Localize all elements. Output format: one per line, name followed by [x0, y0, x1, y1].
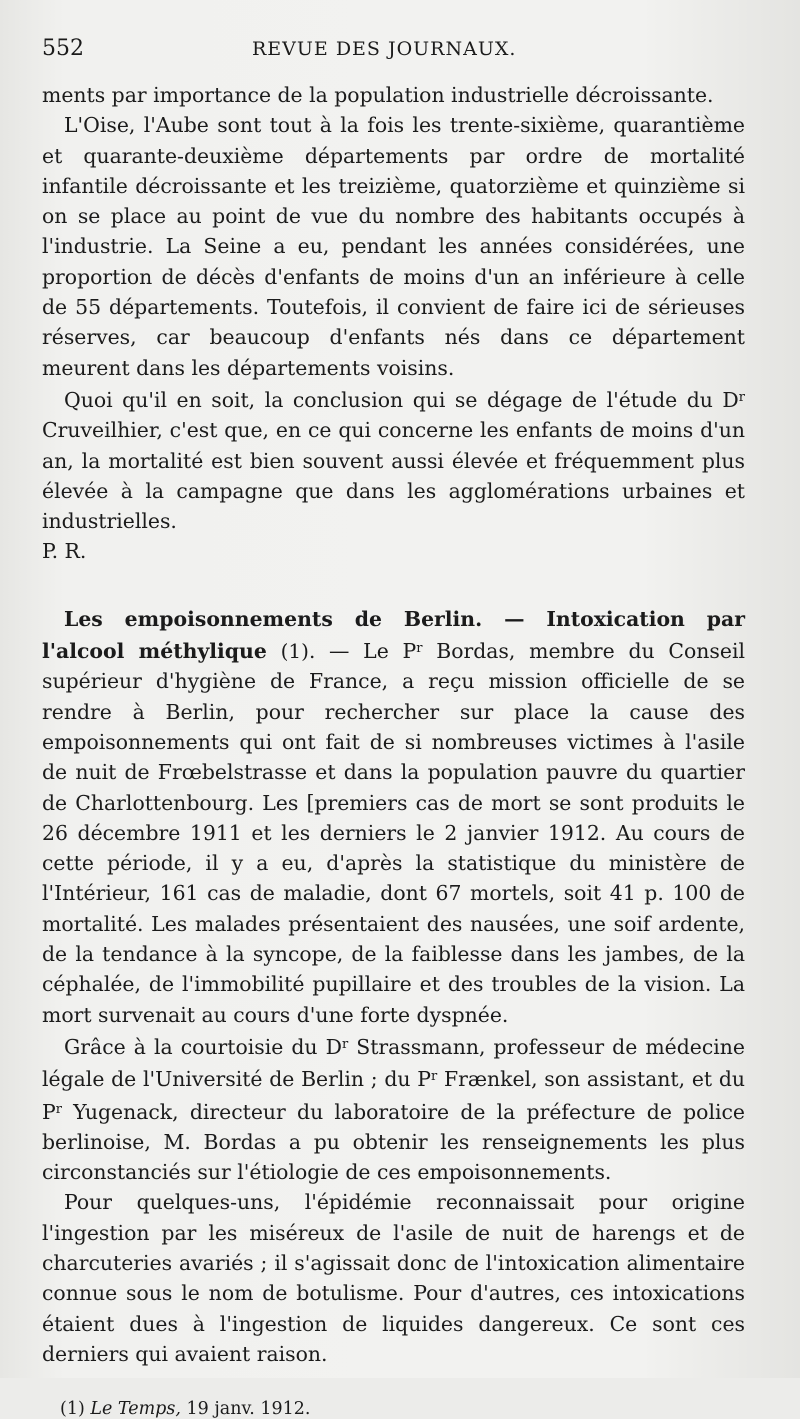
paragraph-continuation: ments par importance de la population industrielle décroissante. [42, 83, 714, 107]
superscript-r: r [416, 641, 423, 657]
footnote [42, 1399, 745, 1419]
footnote-source: Le Temps, [90, 1399, 181, 1419]
superscript-r: r [431, 1069, 438, 1085]
conclusion-lead: Quoi qu'il en soit, la conclusion qui se dégage de l'étude du D [64, 387, 739, 412]
footnote-date: 19 janv. 1912. [180, 1399, 311, 1419]
footnote-marker: (1) [60, 1399, 85, 1419]
page-number: 552 [42, 36, 84, 61]
paragraph-courtesy [42, 1030, 745, 1187]
courtesy-d: Yugenack, directeur du laboratoire de la préfecture de police berlinoise, M. Bordas a pu obtenir les renseignements les plus circonstanciés sur l'étiologie de ces empoisonnements. [42, 1099, 745, 1185]
paragraph-oise-aube: L'Oise, l'Aube sont tout à la fois les trente-sixième, quarantième et quarante-deuxième départements par ordre de mortalité infantile décroissante et les treizième, quatorzième et quinzième si on se place au point de vue du nombre des habitants occupés à l'industrie. La Seine a eu, pendant les années considérées, une proportion de décès d'enfants de moins d'un an inférieure à celle de 55 départements. Toutefois, il convient de faire ici de sérieuses réserves, car beaucoup d'enfants nés dans ce département meurent dans les départements voisins. [42, 113, 745, 380]
page-header [42, 36, 745, 66]
section-title: Les empoisonnements de Berlin. — Intoxication par l'alcool méthylique [42, 606, 745, 664]
paragraph-berlin-intro [42, 604, 745, 1030]
intro-a: — Le P [315, 639, 417, 664]
superscript-r: r [55, 1101, 62, 1117]
footnote-reference: (1). [280, 639, 316, 664]
superscript-r: r [738, 389, 745, 405]
conclusion-body: Cruveilhier, c'est que, en ce qui concerne les enfants de moins d'un an, la mortalité est bien souvent aussi élevée et fréquemment plus élevée à la campagne que dans les agglomérations urbaines et industrielles. [42, 418, 745, 534]
superscript-r: r [341, 1036, 349, 1052]
body-text [42, 80, 745, 1369]
courtesy-a: Grâce à la courtoisie du D [64, 1034, 342, 1059]
intro-b: Bordas, membre du Conseil supérieur d'hygiène de France, a reçu mission officielle de se rendre à Berlin, pour rechercher sur place la cause des empoisonnements qui ont fait de si nombreuses victimes à l'asile de nuit de Frœbelstrasse et dans la population pauvre du quartier de Charlottenbourg. Les [premiers cas de mort se sont produits le 26 décembre 1911 et les derniers le 2 janvier 1912. Au cours de cette période, il y a eu, d'après la statistique du ministère de l'Intérieur, 161 cas de maladie, dont 67 mortels, soit 41 p. 100 de mortalité. Les malades présentaient des nausées, une soif ardente, de la tendance à la syncope, de la faiblesse dans les jambes, de la céphalée, de l'immobilité pupillaire et des troubles de la vision. La mort survenait au cours d'une forte dyspnée. [42, 639, 745, 1027]
courtesy-c: Frænkel, son assistant, et du P [42, 1067, 746, 1124]
author-signature: P. R. [42, 539, 87, 564]
running-title: REVUE DES JOURNAUX. [252, 38, 517, 60]
paragraph-conclusion [42, 383, 745, 536]
paragraph-origin: Pour quelques-uns, l'épidémie reconnaissait pour origine l'ingestion par les miséreux de l'asile de nuit de harengs et de charcuteries avariés ; il s'agissait donc de l'intoxication alimentaire connue sous le nom de botulisme. Pour d'autres, ces intoxications étaient dues à l'ingestion de liquides dangereux. Ce sont ces derniers qui avaient raison. [42, 1190, 745, 1366]
courtesy-b: Strassmann, professeur de médecine légale de l'Université de Berlin ; du P [42, 1034, 746, 1092]
